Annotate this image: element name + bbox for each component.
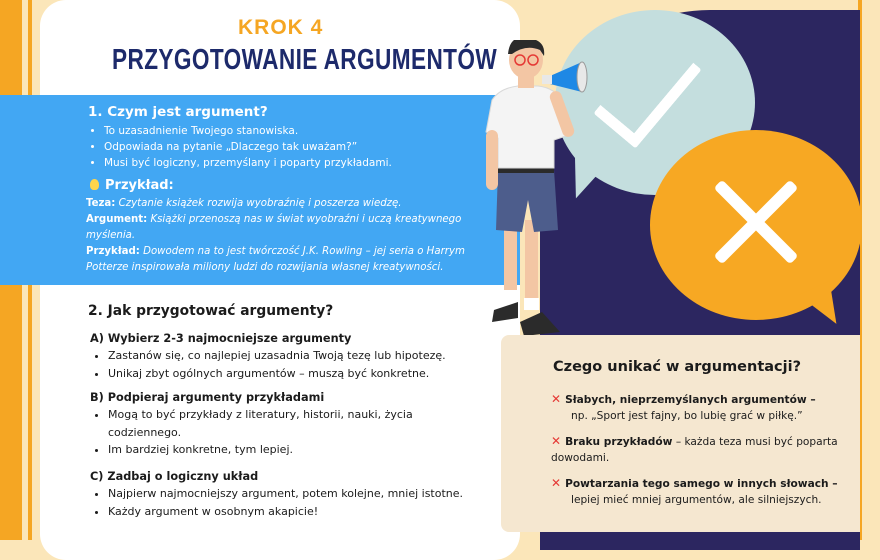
argument-definition-box (0, 95, 520, 285)
argument-line (86, 212, 486, 244)
example-heading-text: Przykład: (105, 178, 174, 193)
section1-heading: 1. Czym jest argument? (88, 104, 268, 120)
thesis-label: Teza: (86, 198, 116, 209)
list-item: • Mogą to być przykłady z literatury, historii, nauki, życia codziennego. (108, 406, 468, 441)
proof-label: Przykład: (86, 246, 140, 257)
proof-line (86, 244, 486, 276)
avoid-item-text: lepiej mieć mniej argumentów, ale silniejszych. (571, 494, 822, 506)
student-with-megaphone-illustration (470, 40, 600, 350)
red-x-icon: ✕ (551, 476, 562, 490)
list-item: • Im bardziej konkretne, tym lepiej. (108, 441, 468, 459)
avoid-item-bold: Słabych, nieprzemyślanych argumentów – (565, 394, 816, 406)
list-item: • Musi być logiczny, przemyślany i poparty przykładami. (104, 155, 392, 171)
avoid-item (551, 391, 851, 424)
thesis-line (86, 196, 486, 212)
avoid-item-bold: Braku przykładów (565, 436, 673, 448)
list-item: • Najpierw najmocniejszy argument, potem kolejne, mniej istotne. (108, 485, 478, 503)
avoid-item (551, 475, 851, 508)
red-x-icon: ✕ (551, 434, 562, 448)
avoid-item (551, 433, 851, 466)
avoid-item-bold: Powtarzania tego samego w innych słowach – (565, 478, 838, 490)
step-c-title: C) Zadbaj o logiczny układ (90, 470, 259, 483)
list-item: • To uzasadnienie Twojego stanowiska. (104, 123, 392, 139)
step-b-bullets (92, 406, 468, 459)
list-item: • Zastanów się, co najlepiej uzasadnia Twoją tezę lub hipotezę. (108, 347, 498, 365)
step-a-title: A) Wybierz 2-3 najmocniejsze argumenty (90, 332, 352, 345)
list-item: • Każdy argument w osobnym akapicie! (108, 503, 478, 521)
argument-label: Argument: (86, 214, 148, 225)
thesis-text: Czytanie książek rozwija wyobraźnię i poszerza wiedzę. (118, 198, 402, 209)
argument-text: Książki przenoszą nas w świat wyobraźni i uczą kreatywnego myślenia. (86, 214, 462, 241)
section1-bullets (88, 123, 392, 171)
avoid-item-text: – każda teza musi być poparta dowodami. (551, 436, 838, 464)
step-c-bullets (92, 485, 478, 520)
red-x-icon: ✕ (551, 392, 562, 406)
proof-text: Dowodem na to jest twórczość J.K. Rowling – jej seria o Harrym Potterze inspirowała miliony ludzi do rozwijania własnej kreatywności. (86, 246, 465, 273)
step-b-title: B) Podpieraj argumenty przykładami (90, 391, 325, 404)
section2-heading: 2. Jak przygotować argumenty? (88, 303, 334, 319)
avoid-item-text: np. „Sport jest fajny, bo lubię grać w piłkę.” (571, 410, 803, 422)
example-heading (88, 178, 174, 193)
page-title: PRZYGOTOWANIE ARGUMENTÓW (112, 44, 498, 76)
step-label: KROK 4 (238, 16, 324, 39)
lightbulb-icon (90, 179, 99, 190)
avoid-title: Czego unikać w argumentacji? (553, 359, 802, 375)
list-item: • Unikaj zbyt ogólnych argumentów – muszą być konkretne. (108, 365, 498, 383)
list-item: • Odpowiada na pytanie „Dlaczego tak uważam?” (104, 139, 392, 155)
step-a-bullets (92, 347, 498, 382)
what-to-avoid-box (501, 335, 860, 532)
example-body (86, 196, 486, 276)
